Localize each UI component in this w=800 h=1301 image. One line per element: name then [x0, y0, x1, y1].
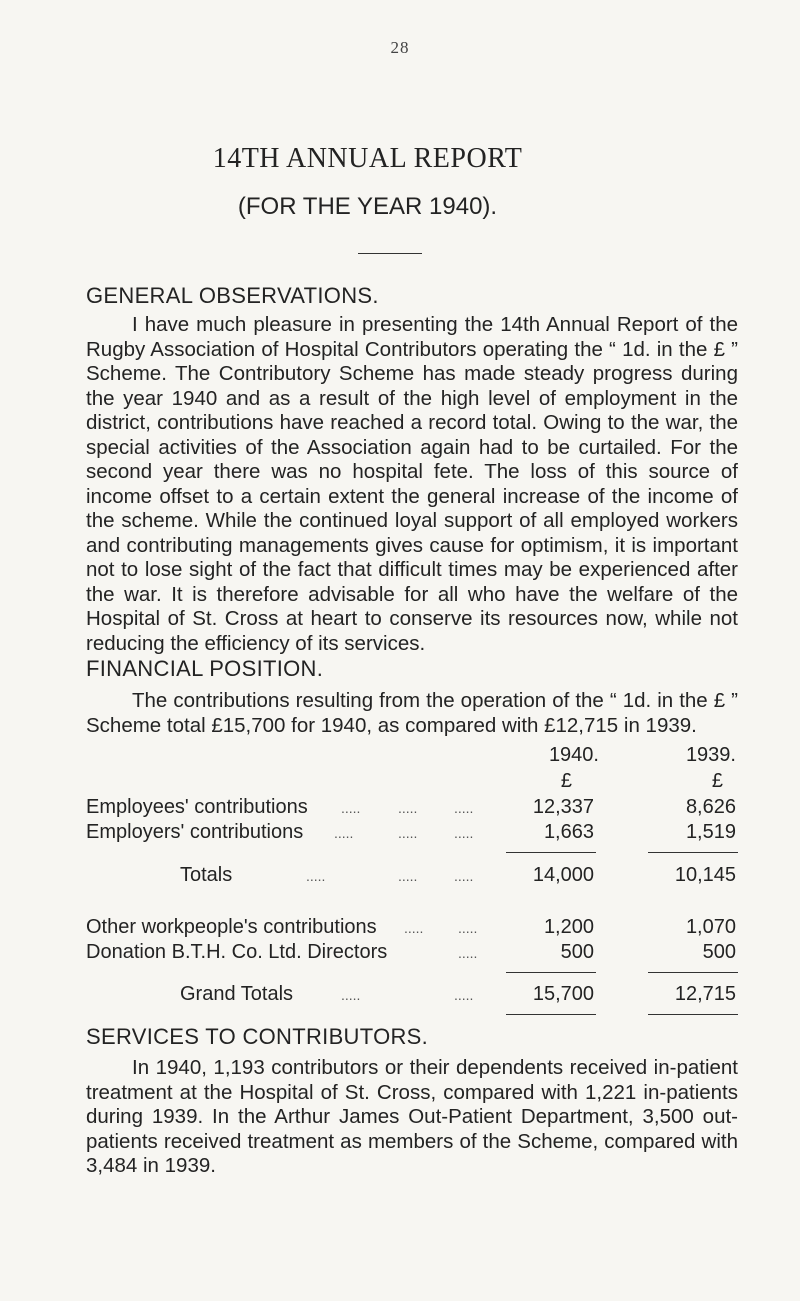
subtotal-rule-1940 [506, 852, 596, 853]
value-1940: 14,000 [532, 864, 594, 886]
value-1940: 1,663 [543, 821, 594, 843]
value-1939: 1,519 [685, 821, 736, 843]
leader-dots: ..... [334, 825, 354, 841]
services-text: In 1940, 1,193 contributors or their dependents received in-patient treatment at the Hospital of St. Cross, compared with 1,221 in-patients during 1939. In the Arthur James Out-Patient Department, 3,500 out-patients received treatment as members of the Scheme, compared with 3,484 in 1939. [86, 1056, 738, 1177]
row-label: Grand Totals [180, 983, 294, 1005]
leader-dots: ..... [458, 945, 478, 961]
services-heading: SERVICES TO CONTRIBUTORS. [86, 1024, 429, 1049]
leader-dots: ..... [398, 868, 418, 884]
row-label: Employers' contributions [86, 821, 304, 843]
leader-dots: ..... [341, 800, 361, 816]
column-header-1940: 1940. [548, 744, 599, 766]
grand-total-underline-1939 [648, 1014, 738, 1015]
value-1940: 12,337 [532, 796, 594, 818]
contributions-table [86, 744, 738, 1044]
row-label: Other workpeople's contributions [86, 916, 377, 938]
table-row-grand-totals [86, 983, 738, 1007]
grand-total-underline-1940 [506, 1014, 596, 1015]
subtotal-rule-1939 [648, 852, 738, 853]
grand-total-rule-1940 [506, 972, 596, 973]
financial-position-heading: FINANCIAL POSITION. [86, 656, 324, 681]
leader-dots: ..... [398, 825, 418, 841]
leader-dots: ..... [341, 987, 361, 1003]
title-divider [358, 253, 422, 254]
general-observations-heading: GENERAL OBSERVATIONS. [86, 283, 379, 308]
currency-1939: £ [711, 770, 723, 792]
column-header-1939: 1939. [685, 744, 736, 766]
value-1940: 15,700 [532, 983, 594, 1005]
table-row [86, 821, 738, 845]
row-label: Employees' contributions [86, 796, 308, 818]
leader-dots: ..... [458, 920, 478, 936]
leader-dots: ..... [404, 920, 424, 936]
leader-dots: ..... [454, 825, 474, 841]
value-1940: 1,200 [543, 916, 594, 938]
table-row [86, 796, 738, 820]
currency-1940: £ [560, 770, 572, 792]
leader-dots: ..... [306, 868, 326, 884]
leader-dots: ..... [454, 987, 474, 1003]
value-1939: 8,626 [685, 796, 736, 818]
page-number: 28 [390, 38, 410, 57]
table-currency-row [86, 770, 738, 794]
report-subtitle: (FOR THE YEAR 1940). [237, 193, 498, 220]
financial-position-text: The contributions resulting from the operation of the “ 1d. in the £ ” Scheme total £15,700 for 1940, as compared with £12,715 in 1939. [86, 689, 738, 737]
value-1940: 500 [560, 941, 594, 963]
value-1939: 1,070 [685, 916, 736, 938]
leader-dots: ..... [398, 800, 418, 816]
table-row-totals [86, 864, 738, 888]
value-1939: 10,145 [674, 864, 736, 886]
table-row [86, 916, 738, 940]
table-row [86, 941, 738, 965]
report-title: 14TH ANNUAL REPORT [212, 143, 523, 174]
row-label: Donation B.T.H. Co. Ltd. Directors [86, 941, 388, 963]
leader-dots: ..... [454, 800, 474, 816]
row-label: Totals [180, 864, 233, 886]
leader-dots: ..... [454, 868, 474, 884]
value-1939: 12,715 [674, 983, 736, 1005]
value-1939: 500 [702, 941, 736, 963]
general-observations-text: I have much pleasure in presenting the 14th Annual Report of the Rugby Association of Hospital Contributors operating the “ 1d. in the £ ” Scheme. The Contributory Scheme has made steady progress during the year 1940 and as a result of the high level of employment in the district, contributions have reached a record total. Owing to the war, the special activities of the Association again had to be curtailed. For the second year there was no hospital fete. The loss of this source of income offset to a certain extent the general increase of the income of the scheme. While the continued loyal support of all employed workers and contributing managements gives cause for optimism, it is important not to lose sight of the fact that difficult times may be experienced after the war. It is therefore advisable for all who have the welfare of the Hospital of St. Cross at heart to conserve its resources now, while not reducing the efficiency of its services. [86, 313, 738, 655]
grand-total-rule-1939 [648, 972, 738, 973]
table-header-row [86, 744, 738, 768]
